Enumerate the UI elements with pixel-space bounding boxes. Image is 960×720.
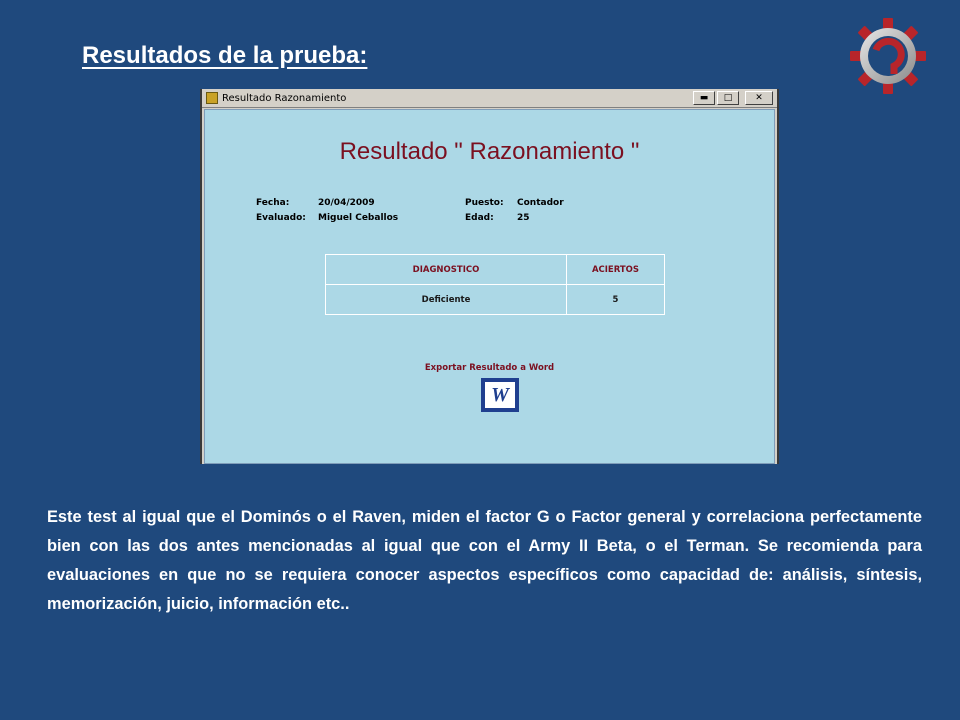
puesto-value: Contador: [517, 198, 564, 208]
word-icon-letter: W: [485, 382, 515, 408]
puesto-label: Puesto:: [465, 198, 504, 208]
word-icon[interactable]: [481, 378, 519, 412]
window-title: Resultado Razonamiento: [222, 92, 347, 104]
evaluado-label: Evaluado:: [256, 213, 306, 223]
table-header-row: [326, 255, 665, 285]
header-diagnostico: DIAGNOSTICO: [326, 255, 567, 285]
result-heading: Resultado " Razonamiento ": [339, 138, 640, 165]
header-aciertos: ACIERTOS: [567, 255, 665, 285]
window-titlebar[interactable]: [202, 89, 777, 108]
description-text: Este test al igual que el Dominós o el Raven, miden el factor G o Factor general y correlaciona perfectamente bien con las dos antes mencionadas al igual que con el Army II Beta, o el Terman. Se recomienda para evaluaciones en que no se requiera conocer aspectos específicos como capacidad de: análisis, síntesis, memorización, juicio, información etc..: [47, 508, 922, 613]
window-client-area: [204, 109, 775, 464]
result-table: [325, 254, 665, 315]
export-word-link[interactable]: Exportar Resultado a Word: [424, 363, 555, 373]
table-row: [326, 285, 665, 315]
cell-diagnostico: Deficiente: [326, 285, 567, 315]
edad-value: 25: [517, 213, 530, 223]
app-icon: [206, 92, 218, 104]
fecha-value: 20/04/2009: [318, 198, 375, 208]
minimize-button[interactable]: ▬: [693, 91, 715, 105]
cell-aciertos: 5: [567, 285, 665, 315]
result-window: [200, 89, 779, 464]
gear-logo-icon: [848, 18, 928, 94]
fecha-label: Fecha:: [256, 198, 290, 208]
slide-title: Resultados de la prueba:: [82, 42, 368, 69]
close-button[interactable]: ✕: [745, 91, 773, 105]
edad-label: Edad:: [465, 213, 494, 223]
evaluado-value: Miguel Ceballos: [318, 213, 399, 223]
maximize-button[interactable]: □: [717, 91, 739, 105]
